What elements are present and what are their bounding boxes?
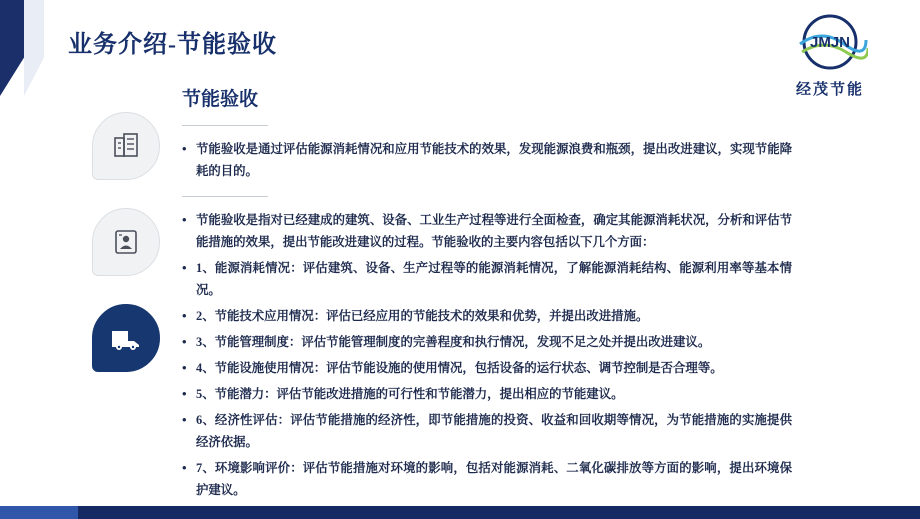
section-divider bbox=[182, 196, 268, 197]
section-heading: 节能验收 bbox=[182, 89, 259, 110]
page-title: 业务介绍-节能验收 bbox=[68, 32, 277, 58]
svg-text:JMJN: JMJN bbox=[809, 34, 851, 51]
footer-bar-accent bbox=[0, 506, 78, 519]
factory-worker-icon bbox=[92, 208, 160, 276]
icon-column bbox=[92, 112, 164, 400]
body-paragraph: • 1、能源消耗情况：评估建筑、设备、生产过程等的能源消耗情况，了解能源消耗结构、能源利用率等基本情况。 bbox=[182, 257, 792, 301]
body-paragraph: • 2、节能技术应用情况：评估已经应用的节能技术的效果和优势，并提出改进措施。 bbox=[182, 305, 792, 327]
building-icon bbox=[92, 112, 160, 180]
body-paragraph: • 6、经济性评估：评估节能措施的经济性，即节能措施的投资、收益和回收期等情况，为节能措施的实施提供经济依据。 bbox=[182, 409, 792, 453]
body-paragraph: • 节能验收是指对已经建成的建筑、设备、工业生产过程等进行全面检查，确定其能源消耗状况，分析和评估节能措施的效果，提出节能改进建议的过程。节能验收的主要内容包括以下几个方面： bbox=[182, 209, 792, 253]
body-paragraph: • 5、节能潜力：评估节能改进措施的可行性和节能潜力，提出相应的节能建议。 bbox=[182, 383, 792, 405]
footer-bar bbox=[0, 506, 920, 519]
logo-brand-text: 经茂节能 bbox=[795, 82, 864, 98]
intro-paragraph: • 节能验收是通过评估能源消耗情况和应用节能技术的效果，发现能源浪费和瓶颈，提出改进建议，实现节能降耗的目的。 bbox=[182, 138, 792, 182]
body-paragraph: • 3、节能管理制度：评估节能管理制度的完善程度和执行情况，发现不足之处并提出改进建议。 bbox=[182, 331, 792, 353]
body-paragraph: • 7、环境影响评价：评估节能措施对环境的影响，包括对能源消耗、二氧化碳排放等方面的影响，提出环境保护建议。 bbox=[182, 457, 792, 501]
heading-divider bbox=[182, 125, 268, 126]
body-paragraph: • 4、节能设施使用情况：评估节能设施的使用情况，包括设备的运行状态、调节控制是否合理等。 bbox=[182, 357, 792, 379]
content-area bbox=[182, 84, 792, 505]
logo-mark-icon bbox=[792, 14, 868, 76]
truck-icon bbox=[92, 304, 160, 372]
